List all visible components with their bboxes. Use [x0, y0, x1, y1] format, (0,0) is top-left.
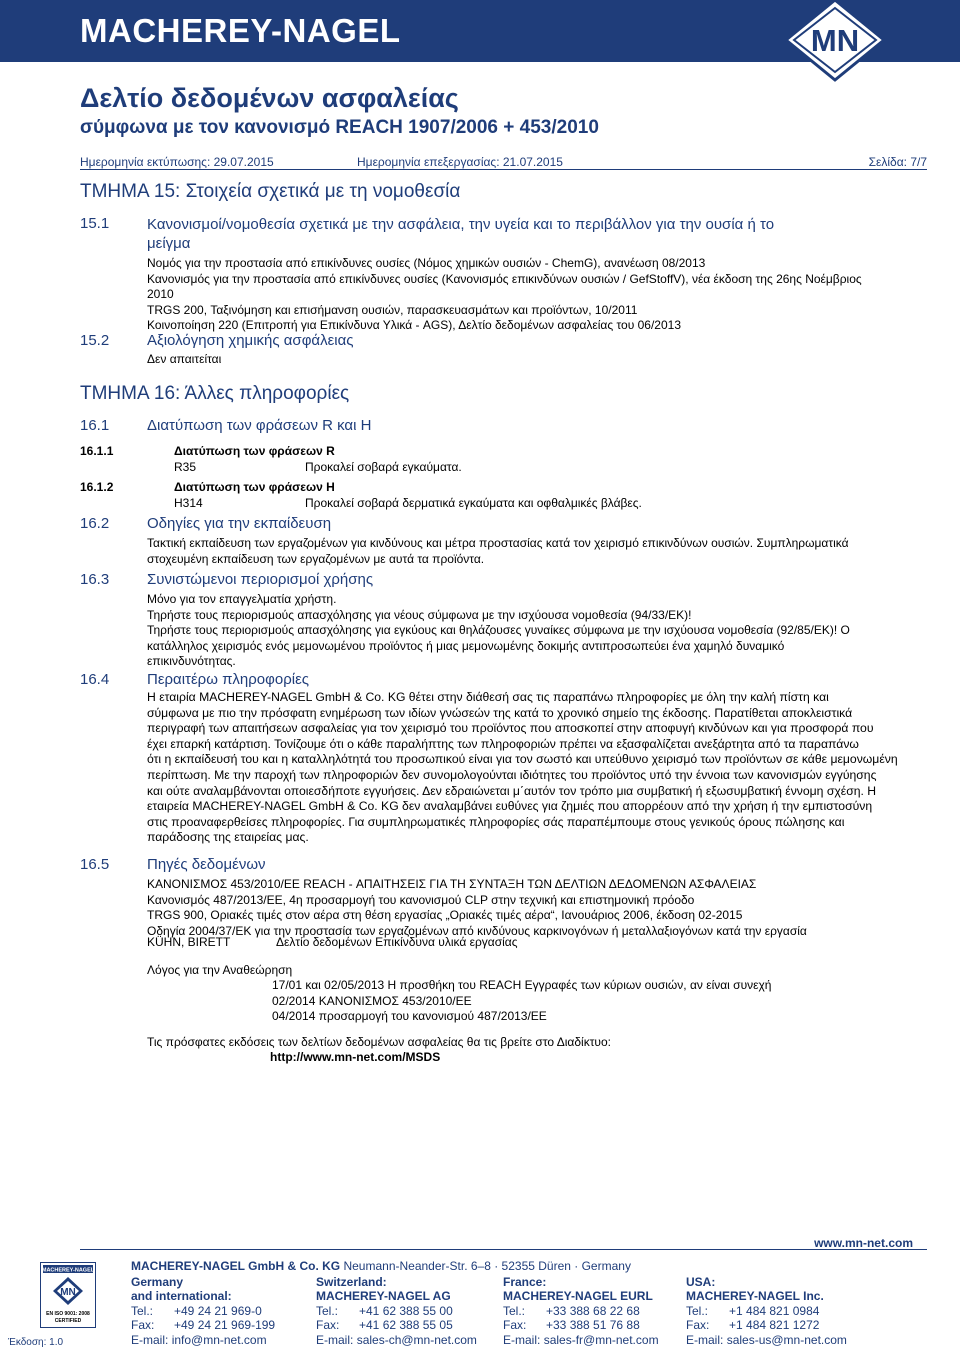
tel-label: Tel.:	[131, 1303, 154, 1318]
r-phrase-text: Προκαλεί σοβαρά εγκαύματα.	[305, 460, 462, 474]
footer-tel: +1 484 821 0984	[729, 1303, 820, 1318]
page-subtitle: σύμφωνα με τον κανονισμό REACH 1907/2006 + 453/2010	[80, 117, 599, 138]
subsection-16-4-title: Περαιτέρω πληροφορίες	[147, 671, 309, 688]
info-line: σύμφωνα με πιο την πρόσφατη ενημέρωση των ιδίων γνώσεών της κατά το χρονικό σημείο της έκδοσης. Παρατίθεται αποκλειστικά	[147, 705, 853, 720]
footer-fax: +41 62 388 55 05	[359, 1318, 453, 1333]
footer-col-usa	[686, 1275, 847, 1347]
restrictions-text	[147, 592, 850, 670]
email-label: E-mail:	[131, 1332, 169, 1347]
footer-company-line	[131, 1259, 631, 1273]
footer-company-name: MACHEREY-NAGEL Inc.	[686, 1289, 824, 1304]
subsection-15-2-title: Αξιολόγηση χημικής ασφάλειας	[147, 332, 354, 349]
cert-line-1: EN ISO 9001: 2008	[46, 1311, 90, 1317]
regulation-line: TRGS 200, Ταξινόμηση και επισήμανση ουσιών, παρασκευασμάτων και προϊόντων, 10/2011	[147, 302, 638, 317]
msds-link[interactable]: http://www.mn-net.com/MSDS	[270, 1050, 441, 1064]
kuhn-label: KÜHN, BIRETT	[147, 935, 231, 949]
footer-tel: +41 62 388 55 00	[359, 1303, 453, 1318]
subsection-15-1-number: 15.1	[80, 215, 110, 232]
r-phrase-code: R35	[174, 460, 197, 474]
update-line: 02/2014 ΚΑΝΟΝΙΣΜΟΣ 453/2010/ΕΕ	[272, 993, 472, 1008]
info-line: περίπτωση. Με την παροχή των πληροφοριών δεν συνομολογούνται ιδιότητες του προϊόντος υπό την έννοια των κανονισμών εγγύησης	[147, 767, 877, 782]
email-label: E-mail:	[316, 1332, 354, 1347]
date-line	[80, 155, 927, 169]
update-line: 04/2014 προσαρμογή του κανονισμού 487/2013/ΕΕ	[272, 1009, 547, 1024]
cert-brand: MACHEREY-NAGEL	[41, 1267, 95, 1274]
page-title: Δελτίο δεδομένων ασφαλείας	[80, 83, 459, 113]
web-text: Τις πρόσφατες εκδόσεις των δελτίων δεδομένων ασφαλείας θα τις βρείτε στο Διαδίκτυο:	[147, 1035, 612, 1049]
footer-email[interactable]: sales-ch@mn-net.com	[356, 1332, 477, 1347]
footer-email[interactable]: info@mn-net.com	[171, 1332, 267, 1347]
footer-tel: +33 388 68 22 68	[546, 1303, 640, 1318]
footer-address: Neumann-Neander-Str. 6–8 · 52355 Düren · Germany	[343, 1259, 631, 1273]
regulation-line: Κοινοποίηση 220 (Επιτροπή για Επικίνδυνα Υλικά - AGS), Δελτίο δεδομένων ασφαλείας του 06/2013	[147, 318, 681, 333]
print-date: Ημερομηνία εκτύπωσης: 29.07.2015	[80, 155, 274, 169]
update-line: 17/01 και 02/05/2013 Η προσθήκη του REACH Εγγραφές των κύριων ουσιών, αν είναι συνεχή	[272, 978, 772, 992]
kuhn-text: Δελτίο δεδομένων Επικίνδυνα υλικά εργασίας	[276, 935, 518, 949]
restriction-line: Μόνο για τον επαγγελματία χρήστη.	[147, 592, 337, 606]
tel-label: Tel.:	[316, 1303, 339, 1318]
subsection-16-1-2-number: 16.1.2	[80, 480, 114, 494]
subsection-15-1-title-line: μείγμα	[147, 235, 191, 252]
iso-certificate-badge	[40, 1262, 96, 1328]
footer-fax: +49 24 21 969-199	[174, 1318, 276, 1333]
page-number: Σελίδα: 7/7	[868, 155, 927, 169]
footer-col-france	[503, 1275, 659, 1347]
further-info-text	[147, 690, 898, 846]
footer-url[interactable]: www.mn-net.com	[814, 1236, 913, 1250]
email-label: E-mail:	[503, 1332, 541, 1347]
footer-company-name: MACHEREY-NAGEL EURL	[503, 1289, 653, 1304]
footer-rule	[80, 1249, 927, 1250]
sources-list	[147, 877, 807, 939]
restriction-line: Τηρήστε τους περιορισμούς απασχόλησης για νέους σύμφωνα με την ισχύουσα νομοθεσία (94/33/ΕΚ)!	[147, 607, 692, 622]
subsection-16-5-number: 16.5	[80, 856, 110, 873]
info-line: και ούτε αναλαμβάνονται οποιεσδήποτε εγγυήσεις. Δεν εδραιώνεται μ΄αυτόν τον τρόπο μια συμβατική ή εξωσυμβατική έννομη σχέση. Η	[147, 783, 877, 798]
subsection-15-2-text: Δεν απαιτείται	[147, 352, 222, 366]
tel-label: Tel.:	[503, 1303, 526, 1318]
source-line: Κανονισμός 487/2013/ΕΕ, 4η προσαρμογή του κανονισμού CLP στην τεχνική και επιστημονική πρόοδο	[147, 892, 695, 907]
header-rule	[80, 169, 927, 170]
footer-country: France:	[503, 1275, 547, 1289]
subsection-16-1-1-title: Διατύπωση των φράσεων R	[174, 444, 335, 458]
footer-country: Switzerland:	[316, 1275, 387, 1289]
footer-country-extra: and international:	[131, 1289, 232, 1304]
restriction-line: κατάλληλος χειρισμός ενός μεμονωμένου προϊόντος ή μιας μεμονωμένης δοκιμής αντιπροσωπεύει ένα χαμηλό δυναμικό	[147, 638, 785, 653]
footer-fax: +1 484 821 1272	[729, 1318, 820, 1333]
subsection-16-2-number: 16.2	[80, 515, 110, 532]
footer-company: MACHEREY-NAGEL GmbH & Co. KG	[131, 1259, 341, 1273]
revision-date: Ημερομηνία επεξεργασίας: 21.07.2015	[357, 155, 563, 169]
source-line: Οδηγία 2004/37/ΕΚ για την προστασία των εργαζομένων από κινδύνους καρκινογόνων ή μεταλλαξιογόνων κατά την εργασία	[147, 923, 807, 938]
cert-line-2: CERTIFIED	[54, 1318, 82, 1324]
footer-fax: +33 388 51 76 88	[546, 1318, 640, 1333]
update-list	[272, 978, 771, 1025]
mn-logo-text: MN	[810, 23, 860, 58]
regulation-line: Κανονισμός για την προστασία από επικίνδυνες ουσίες (Κανονισμός επικινδύνων ουσιών / GefStoffV), νέα έκδοση της 26ης Νοέμβριος	[147, 271, 862, 286]
info-line: εταιρεία MACHEREY-NAGEL GmbH & Co. KG δεν αναλαμβάνει ευθύνες για ζημιές που απορρέουν από την χρήση ή την εμπιστοσύνη	[147, 799, 873, 814]
footer-tel: +49 24 21 969-0	[174, 1303, 262, 1318]
footer-email[interactable]: sales-fr@mn-net.com	[543, 1332, 659, 1347]
info-line: στις προαναφερθείσες πληροφορίες. Για συμπληρωματικές πληροφορίες σάς παραπέμπουμε στους γενικούς όρους πώλησης και	[147, 814, 845, 829]
subsection-16-4-number: 16.4	[80, 671, 110, 688]
subsection-15-1-title-line: Κανονισμοί/νομοθεσία σχετικά με την ασφάλεια, την υγεία και το περιβάλλον για την ουσία ή το	[147, 216, 775, 233]
fax-label: Fax:	[316, 1318, 340, 1333]
footer-col-germany	[131, 1275, 275, 1347]
training-line: στοχευμένη εκπαίδευση των εργαζομένων με αυτά τα προϊόντα.	[147, 551, 485, 566]
subsection-15-1-title	[147, 215, 774, 253]
mn-logo-icon	[778, 0, 893, 86]
source-line: TRGS 900, Οριακές τιμές στον αέρα στη θέση εργασίας „Οριακές τιμές αέρα“, Ιανουάριος 2006, έκδοση 02-2015	[147, 908, 743, 923]
source-line: ΚΑΝΟΝΙΣΜΟΣ 453/2010/ΕΕ REACH - ΑΠΑΙΤΗΣΕΙΣ ΓΙΑ ΤΗ ΣΥΝΤΑΞΗ ΤΩΝ ΔΕΛΤΙΩΝ ΔΕΔΟΜΕΝΩΝ ΑΣΦΑΛΕΙΑΣ	[147, 877, 757, 891]
footer-country: Germany	[131, 1275, 184, 1289]
footer-country: USA:	[686, 1275, 716, 1289]
tel-label: Tel.:	[686, 1303, 709, 1318]
info-line: παράδοσης της εταιρείας μας.	[147, 830, 309, 845]
info-line: ότι η εκπαίδευσή του και η καταλληλότητά του προσωπικού είναι για τον σωστό και υπεύθυνο χειρισμό των προϊόντων σε κάθε μεμονωμένη	[147, 752, 898, 767]
h-phrase-text: Προκαλεί σοβαρά δερματικά εγκαύματα και οφθαλμικές βλάβες.	[305, 496, 642, 510]
subsection-16-2-title: Οδηγίες για την εκπαίδευση	[147, 515, 332, 532]
subsection-15-2-number: 15.2	[80, 332, 110, 349]
training-text	[147, 536, 849, 567]
h-phrase-code: H314	[174, 496, 203, 510]
email-label: E-mail:	[686, 1332, 724, 1347]
info-line: Η εταιρία MACHEREY-NAGEL GmbH & Co. KG θέτει στην διάθεσή σας τις παραπάνω πληροφορίες με όλη την καλή πίστη και	[147, 690, 829, 704]
restriction-line: Τηρήστε τους περιορισμούς απασχόλησης για εγκύους και θηλάζουσες γυναίκες σύμφωνα με την ισχύουσα νομοθεσία (92/85/ΕΚ)! Ο	[147, 623, 850, 638]
fax-label: Fax:	[503, 1318, 527, 1333]
regulation-line: 2010	[147, 287, 174, 302]
subsection-16-1-1-number: 16.1.1	[80, 444, 114, 458]
brand-name: MACHEREY-NAGEL	[80, 12, 401, 49]
footer-company-name: MACHEREY-NAGEL AG	[316, 1289, 451, 1304]
cert-logo: MN	[60, 1287, 76, 1298]
subsection-16-3-number: 16.3	[80, 571, 110, 588]
restriction-line: επικινδυνότητας.	[147, 654, 236, 669]
subsection-16-5-title: Πηγές δεδομένων	[147, 856, 266, 873]
footer-email[interactable]: sales-us@mn-net.com	[726, 1332, 847, 1347]
footer-col-switzerland	[316, 1275, 477, 1347]
section-15-heading: ΤΜΗΜΑ 15: Στοιχεία σχετικά με τη νομοθεσία	[80, 181, 461, 202]
update-label: Λόγος για την Αναθεώρηση	[147, 963, 293, 977]
info-line: έχει επαρκή κατάρτιση. Τονίζουμε ότι ο κάθε παραλήπτης των πληροφοριών πρέπει να εξασφαλίζεται ανεξάρτητα από τα παραπάνω	[147, 736, 859, 751]
fax-label: Fax:	[131, 1318, 155, 1333]
info-line: περιγραφή των απαιτήσεων ασφαλείας για τον χειρισμό του προϊόντος που αποσκοπεί στην αποφυγή κινδύνων και για προσφορά που	[147, 721, 874, 736]
fax-label: Fax:	[686, 1318, 710, 1333]
regulation-list	[147, 256, 862, 334]
subsection-16-1-title: Διατύπωση των φράσεων R και H	[147, 417, 372, 434]
edition-label: Έκδοση: 1.0	[8, 1337, 64, 1348]
regulation-line: Νομός για την προστασία από επικίνδυνες ουσίες (Νόμος χημικών ουσιών - ChemG), ανανέωση 08/2013	[147, 256, 706, 270]
subsection-16-1-2-title: Διατύπωση των φράσεων H	[174, 480, 335, 494]
section-16-heading: ΤΜΗΜΑ 16: Άλλες πληροφορίες	[80, 383, 350, 404]
subsection-16-1-number: 16.1	[80, 417, 110, 434]
subsection-16-3-title: Συνιστώμενοι περιορισμοί χρήσης	[147, 571, 374, 588]
training-line: Τακτική εκπαίδευση των εργαζομένων για κινδύνους και μέτρα προστασίας κατά τον χειρισμό επικινδύνων ουσιών. Συμπληρωματικά	[147, 536, 849, 550]
